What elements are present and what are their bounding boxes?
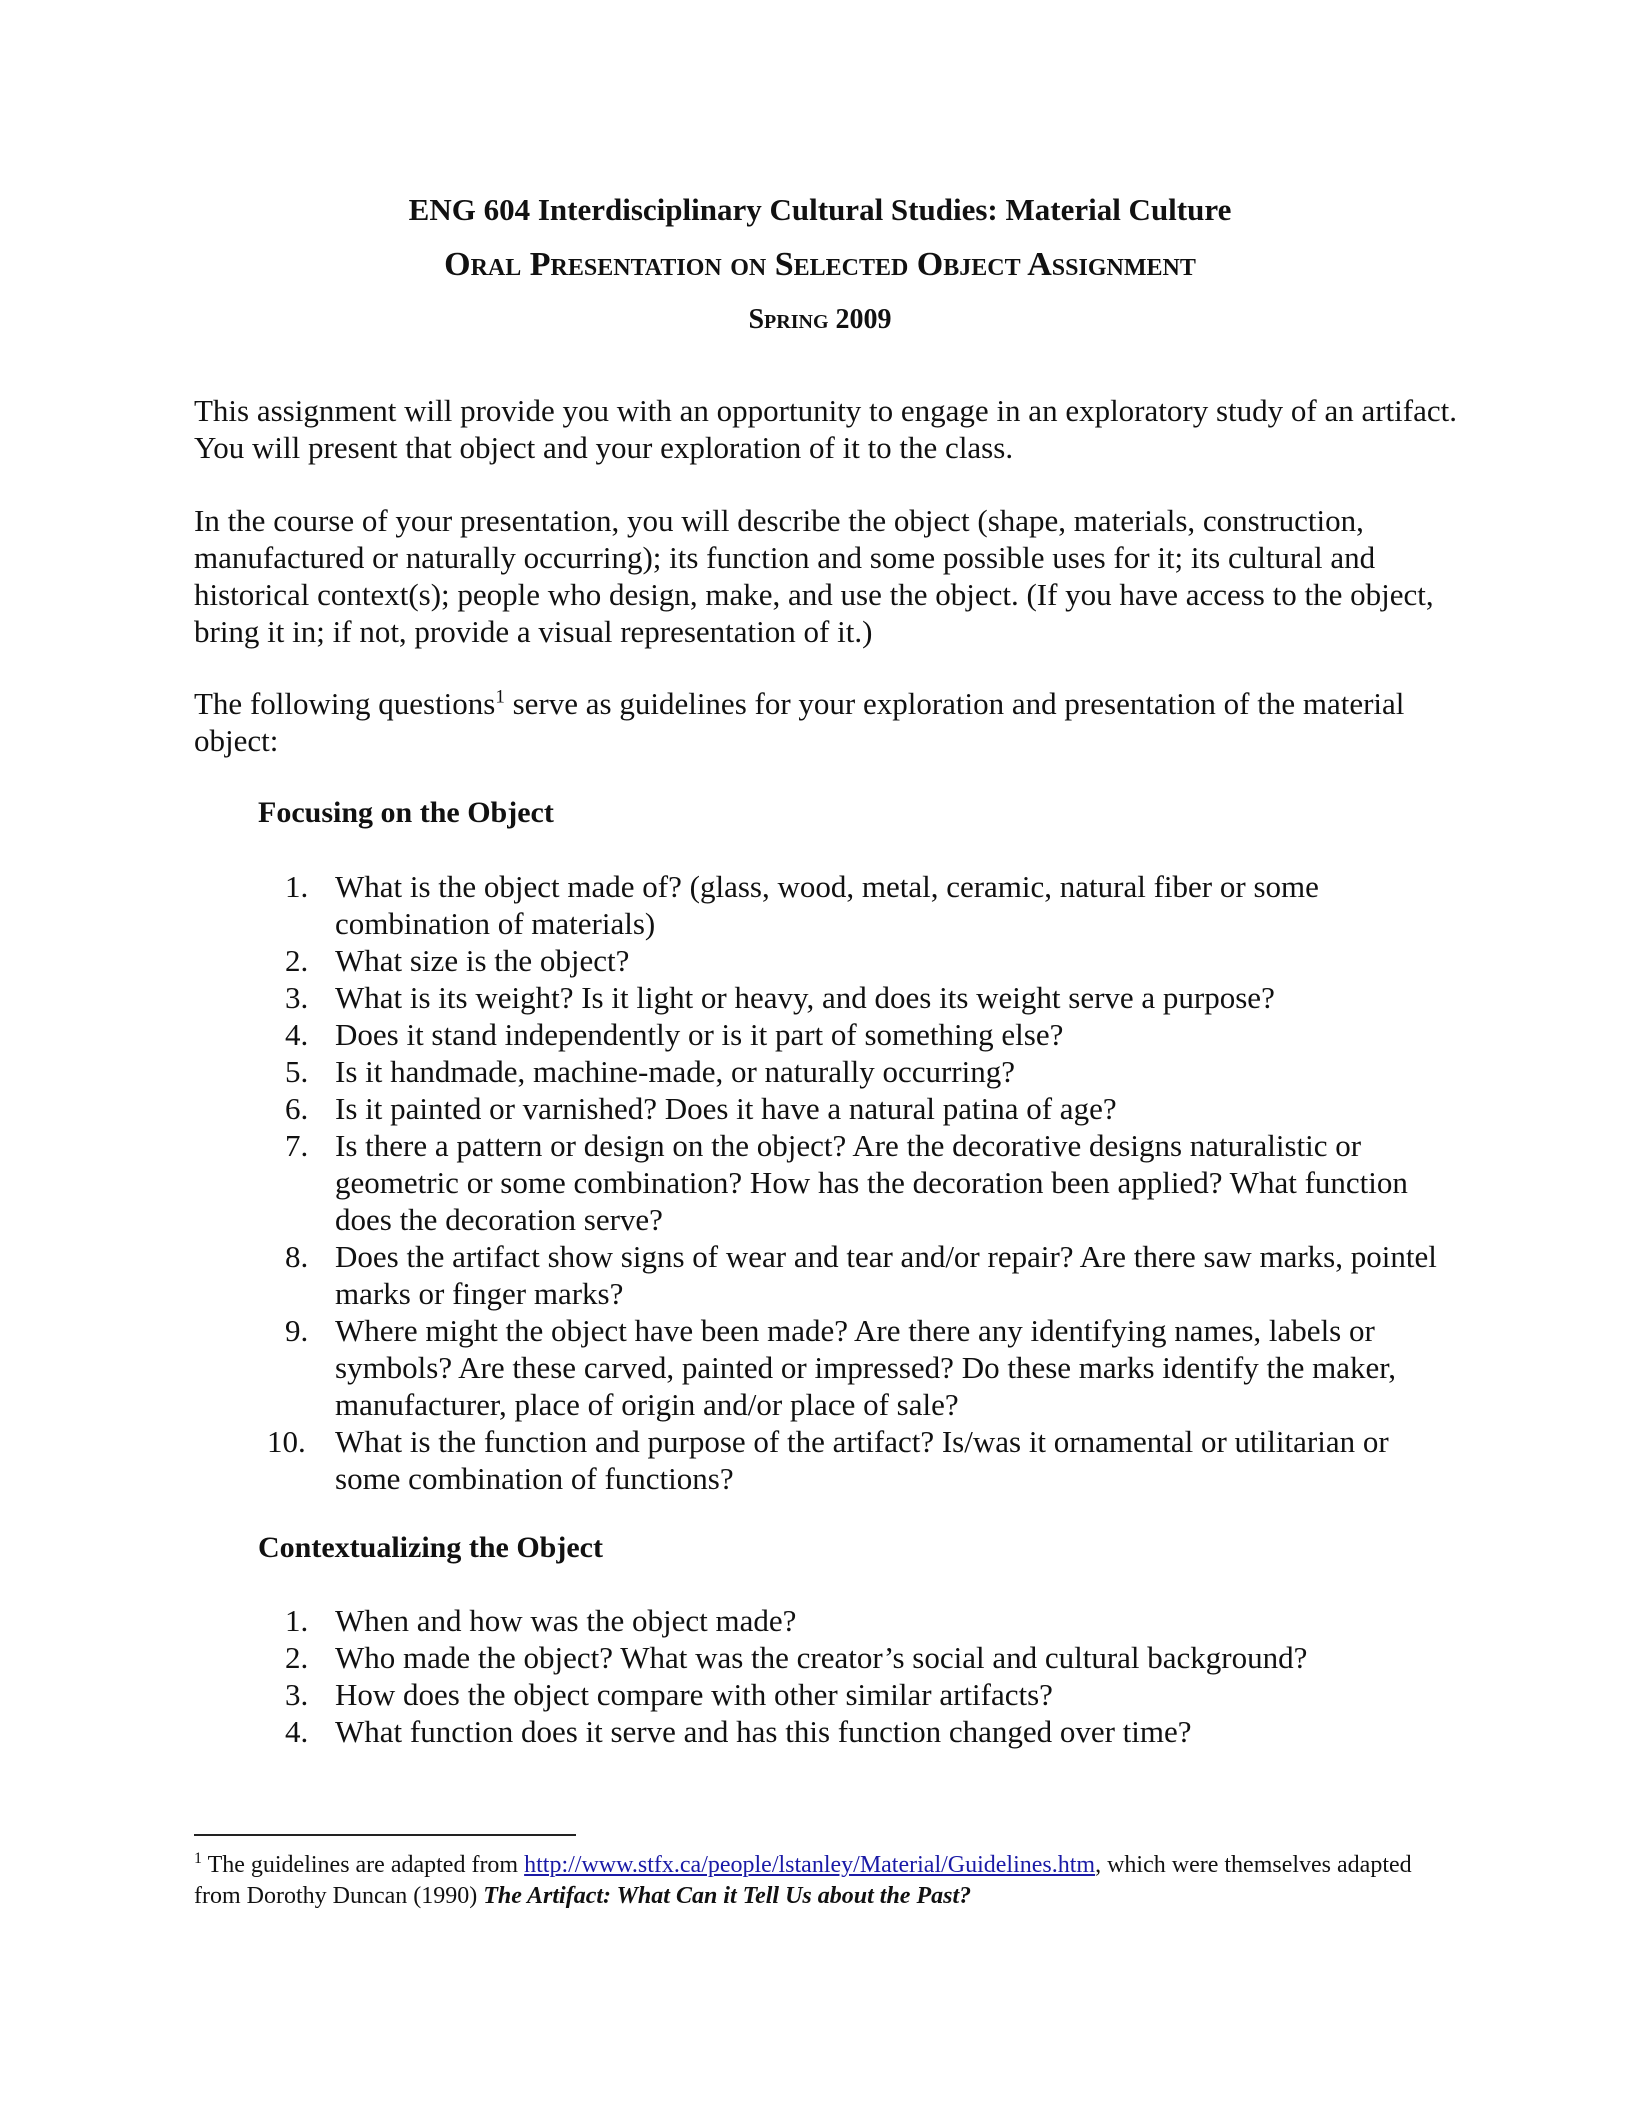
- list-item: [285, 868, 1455, 942]
- list-item: [267, 1423, 1455, 1497]
- intro-paragraph-1: This assignment will provide you with an opportunity to engage in an exploratory study of an artifact. You will present that object and your exploration of it to the class.: [194, 393, 1457, 465]
- item-number: 2.: [285, 1640, 309, 1675]
- item-number: 6.: [285, 1091, 309, 1126]
- item-text: What is the object made of? (glass, wood, metal, ceramic, natural fiber or some combination of materials): [335, 869, 1319, 941]
- assignment-title: Oral Presentation on Selected Object Assignment: [444, 246, 1196, 283]
- list-item: [285, 1238, 1455, 1312]
- footnote-divider: [194, 1834, 576, 1836]
- item-number: 4.: [285, 1714, 309, 1749]
- footnote-link[interactable]: http://www.stfx.ca/people/lstanley/Material/Guidelines.htm: [524, 1852, 1096, 1878]
- item-number: 4.: [285, 1017, 309, 1052]
- intro-p3-start: The following questions: [194, 686, 496, 721]
- item-text: Does it stand independently or is it part of something else?: [335, 1017, 1064, 1052]
- list-item: [285, 1676, 1455, 1713]
- list-item: [285, 979, 1455, 1016]
- item-text: Who made the object? What was the creator’s social and cultural background?: [335, 1640, 1308, 1675]
- list-item: [285, 1127, 1455, 1238]
- item-text: What is the function and purpose of the artifact? Is/was it ornamental or utilitarian or some combination of functions?: [335, 1424, 1389, 1496]
- term-label: Spring 2009: [748, 304, 892, 335]
- section-heading-focusing: Focusing on the Object: [258, 796, 554, 829]
- item-number: 9.: [285, 1313, 309, 1348]
- item-number: 1.: [285, 1603, 309, 1638]
- list-item: [285, 1602, 1455, 1639]
- item-text: Is it painted or varnished? Does it have a natural patina of age?: [335, 1091, 1117, 1126]
- item-text: When and how was the object made?: [335, 1603, 797, 1638]
- item-text: What function does it serve and has this function changed over time?: [335, 1714, 1192, 1749]
- footnote-book-title: The Artifact: What Can it Tell Us about the Past?: [483, 1883, 972, 1909]
- item-number: 8.: [285, 1239, 309, 1274]
- list-item: [285, 1090, 1455, 1127]
- item-number: 3.: [285, 980, 309, 1015]
- list-item: [285, 942, 1455, 979]
- footnote-text-middle: , which were themselves adapted from Dorothy Duncan (1990): [194, 1852, 1412, 1909]
- section-heading-contextualizing: Contextualizing the Object: [258, 1531, 603, 1564]
- footnote-marker: 1: [194, 1850, 202, 1867]
- intro-p3-end: serve as guidelines for your exploration and presentation of the material object:: [194, 686, 1405, 758]
- item-text: Is there a pattern or design on the object? Are the decorative designs naturalistic or geometric or some combination? How has the decoration been applied? What function does the decoration serve?: [335, 1128, 1408, 1237]
- item-number: 3.: [285, 1677, 309, 1712]
- list-item: [285, 1713, 1455, 1750]
- footnote-reference[interactable]: 1: [495, 686, 505, 708]
- item-text: How does the object compare with other similar artifacts?: [335, 1677, 1053, 1712]
- list-item: [285, 1312, 1455, 1423]
- list-item: [285, 1016, 1455, 1053]
- item-text: What is its weight? Is it light or heavy, and does its weight serve a purpose?: [335, 980, 1275, 1015]
- item-text: Where might the object have been made? Are there any identifying names, labels or symbols? Are these carved, painted or impressed? Do these marks identify the maker, manufacturer, place of origin and/or place of sale?: [335, 1313, 1397, 1422]
- intro-paragraph-2: In the course of your presentation, you will describe the object (shape, materials, construction, manufactured or naturally occurring); its function and some possible uses for it; its cultural and historical context(s); people who design, make, and use the object. (If you have access to the object, bring it in; if not, provide a visual representation of it.): [194, 503, 1434, 649]
- item-text: What size is the object?: [335, 943, 630, 978]
- contextualizing-question-list: [285, 1602, 1455, 1750]
- footnote-text-start: The guidelines are adapted from: [202, 1852, 525, 1878]
- list-item: [285, 1639, 1455, 1676]
- course-title: ENG 604 Interdisciplinary Cultural Studies: Material Culture: [408, 192, 1232, 227]
- item-text: Is it handmade, machine-made, or naturally occurring?: [335, 1054, 1016, 1089]
- item-number: 5.: [285, 1054, 309, 1089]
- item-number: 10.: [267, 1424, 306, 1459]
- item-number: 7.: [285, 1128, 309, 1163]
- list-item: [285, 1053, 1455, 1090]
- intro-paragraph-3: [194, 685, 1464, 759]
- item-number: 1.: [285, 869, 309, 904]
- footnote: [194, 1850, 1464, 1912]
- item-number: 2.: [285, 943, 309, 978]
- item-text: Does the artifact show signs of wear and tear and/or repair? Are there saw marks, pointel marks or finger marks?: [335, 1239, 1437, 1311]
- focusing-question-list: [267, 868, 1455, 1497]
